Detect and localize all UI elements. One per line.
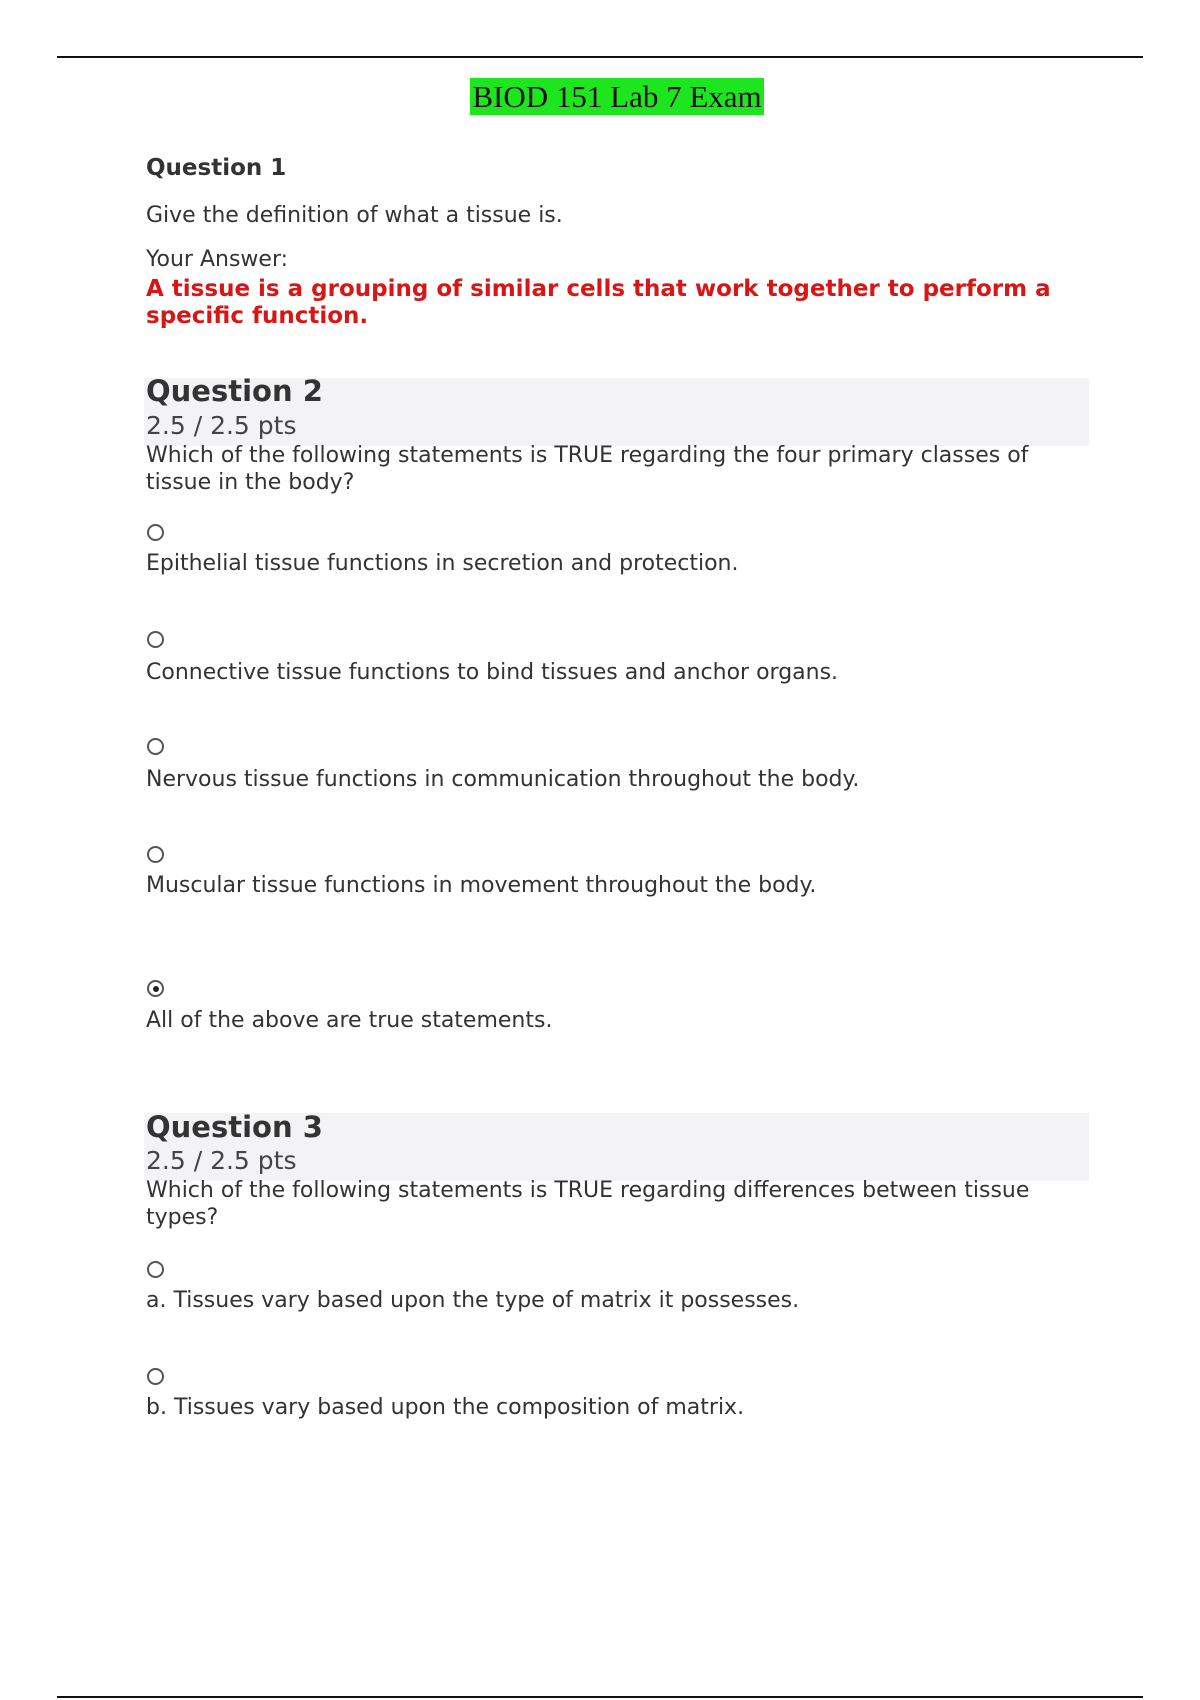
question-3-prompt: Which of the following statements is TRUE regarding differences between tissue types? xyxy=(146,1178,1030,1230)
question-1-answer: A tissue is a grouping of similar cells that work together to perform a specific function. xyxy=(146,276,1051,329)
q2-option-4-radio[interactable] xyxy=(147,846,164,863)
q2-option-4-label[interactable]: Muscular tissue functions in movement throughout the body. xyxy=(146,873,817,898)
bottom-rule xyxy=(57,1696,1143,1698)
q3-option-b-radio[interactable] xyxy=(147,1368,164,1385)
q2-option-1-label[interactable]: Epithelial tissue functions in secretion and protection. xyxy=(146,551,739,576)
top-rule xyxy=(57,56,1143,58)
document-title-text: BIOD 151 Lab 7 Exam xyxy=(472,79,762,114)
question-3-points: 2.5 / 2.5 pts xyxy=(146,1146,297,1175)
question-2-title: Question 2 xyxy=(146,374,323,408)
question-3-title: Question 3 xyxy=(146,1110,323,1144)
q2-option-5-radio-selected[interactable] xyxy=(147,980,164,997)
question-2-points: 2.5 / 2.5 pts xyxy=(146,411,297,440)
q2-option-3-radio[interactable] xyxy=(147,738,164,755)
q2-option-3-label[interactable]: Nervous tissue functions in communication throughout the body. xyxy=(146,767,860,792)
your-answer-label: Your Answer: xyxy=(146,247,289,272)
document-title xyxy=(0,78,1200,116)
question-2-prompt: Which of the following statements is TRUE regarding the four primary classes of tissue in the body? xyxy=(146,443,1029,495)
q2-option-2-label[interactable]: Connective tissue functions to bind tissues and anchor organs. xyxy=(146,660,839,685)
question-1-text: Give the definition of what a tissue is. xyxy=(146,203,563,228)
q3-option-b-label[interactable]: b. Tissues vary based upon the composition of matrix. xyxy=(146,1395,745,1420)
q2-option-1-radio[interactable] xyxy=(147,524,164,541)
q3-option-a-label[interactable]: a. Tissues vary based upon the type of matrix it possesses. xyxy=(146,1288,800,1313)
q2-option-2-radio[interactable] xyxy=(147,631,164,648)
q2-option-5-label[interactable]: All of the above are true statements. xyxy=(146,1008,553,1033)
q3-option-a-radio[interactable] xyxy=(147,1261,164,1278)
question-1-label: Question 1 xyxy=(146,155,287,181)
